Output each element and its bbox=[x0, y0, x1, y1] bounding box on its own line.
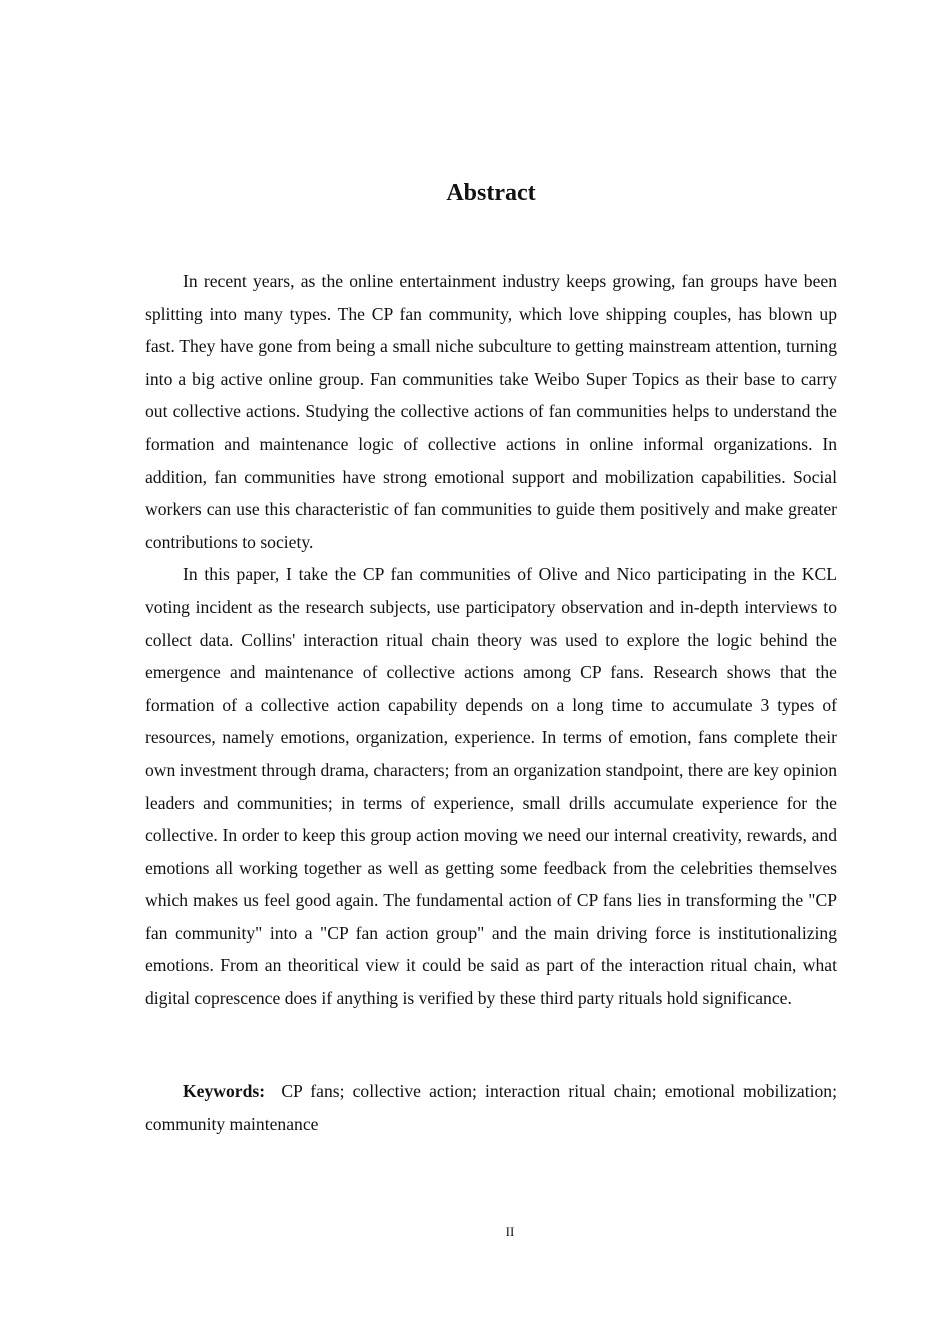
abstract-paragraph-1: In recent years, as the online entertainment industry keeps growing, fan groups have been splitting into many types. The CP fan community, which love shipping couples, has blown up fast. They have gone from being a small niche subculture to getting mainstream attention, turning into a big active online group. Fan communities take Weibo Super Topics as their base to carry out collective actions. Studying the collective actions of fan communities helps to understand the formation and maintenance logic of collective actions in online informal organizations. In addition, fan communities have strong emotional support and mobilization capabilities. Social workers can use this characteristic of fan communities to guide them positively and make greater contributions to society. bbox=[145, 271, 837, 552]
keywords-label: Keywords: bbox=[183, 1081, 266, 1101]
abstract-paragraph-2: In this paper, I take the CP fan communities of Olive and Nico participating in the KCL voting incident as the research subjects, use participatory observation and in-depth interviews to collect data. Collins' interaction ritual chain theory was used to explore the logic behind the emergence and maintenance of collective actions among CP fans. Research shows that the formation of a collective action capability depends on a long time to accumulate 3 types of resources, namely emotions, organization, experience. In terms of emotion, fans complete their own investment through drama, characters; from an organization standpoint, there are key opinion leaders and communities; in terms of experience, small drills accumulate experience for the collective. In order to keep this group action moving we need our internal creativity, rewards, and emotions all working together as well as getting some feedback from the celebrities themselves which makes us feel good again. The fundamental action of CP fans lies in transforming the "CP fan community" into a "CP fan action group" and the main driving force is institutionalizing emotions. From an theoritical view it could be said as part of the interaction ritual chain, what digital coprescence does if anything is verified by these third party rituals hold significance. bbox=[145, 564, 837, 1009]
keywords-line bbox=[145, 1075, 837, 1141]
keywords-list: CP fans; collective action; interaction ritual chain; emotional mobilization; community maintenance bbox=[145, 1081, 837, 1134]
abstract-body bbox=[145, 265, 837, 1015]
page-number: II bbox=[505, 1224, 515, 1239]
abstract-title: Abstract bbox=[446, 180, 536, 206]
